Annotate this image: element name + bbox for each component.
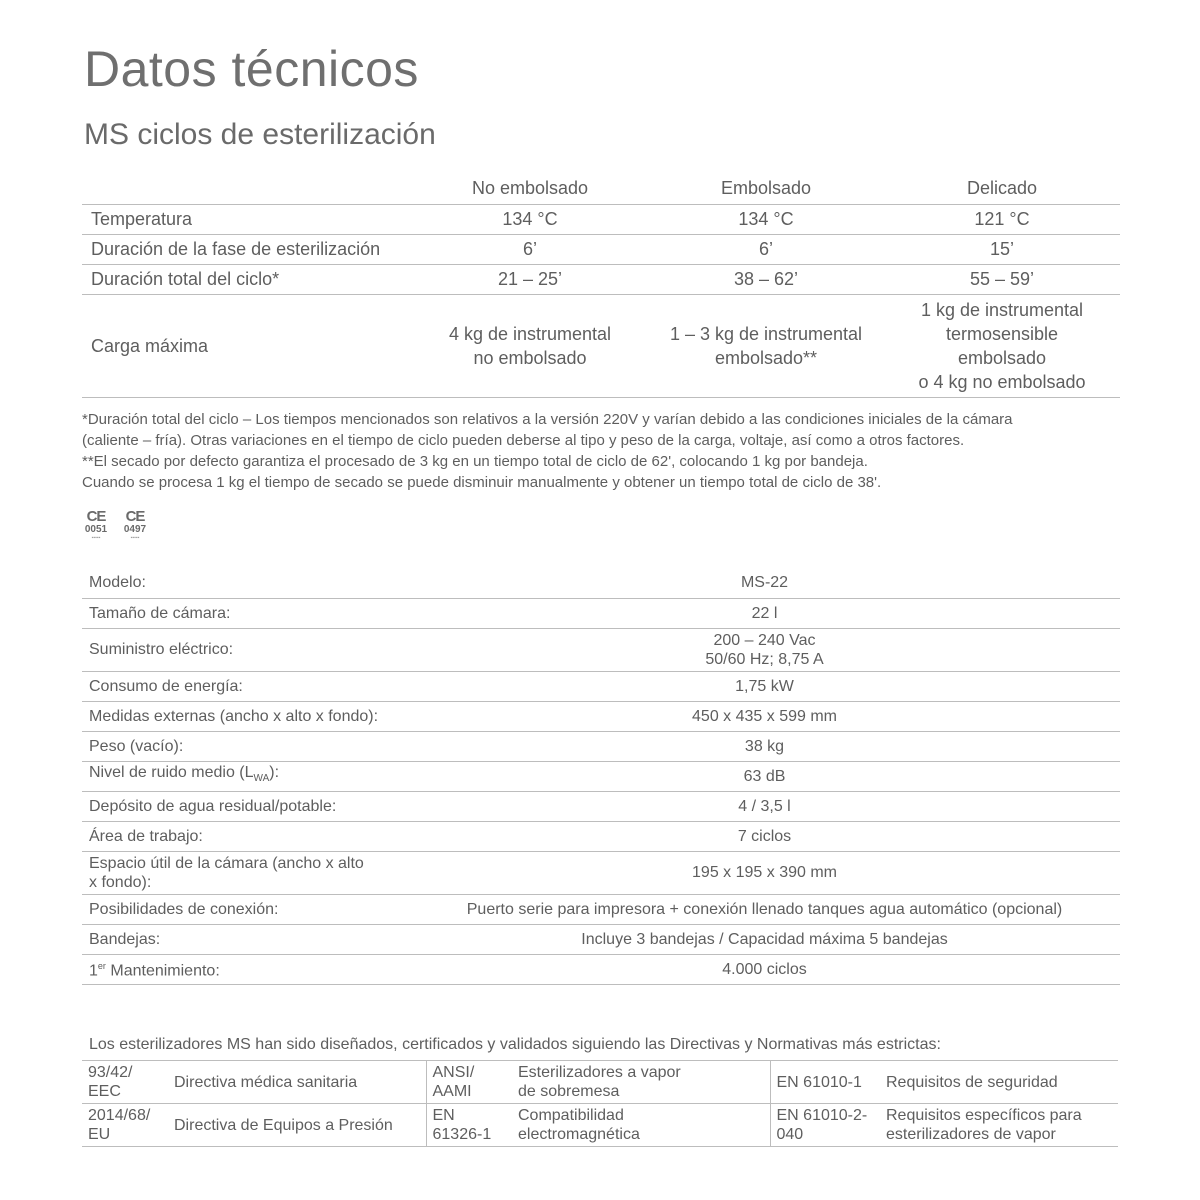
cell-line: o 4 kg no embolsado xyxy=(918,372,1086,392)
norms-row xyxy=(82,1061,1118,1104)
row-label: Duración total del ciclo* xyxy=(82,265,412,295)
footnote-line: (caliente – fría). Otras variaciones en el tiempo de ciclo pueden deberse al tipo y peso de la carga, voltaje, así como a otros factores. xyxy=(82,432,965,449)
norm-code-line: 2014/68/ xyxy=(88,1107,151,1124)
spec-label-text: ): xyxy=(269,764,280,782)
norm-code-line: EU xyxy=(88,1126,111,1143)
table-cell xyxy=(884,295,1120,398)
spec-row xyxy=(82,821,1120,851)
specs-table xyxy=(82,568,1120,985)
header-cell: Delicado xyxy=(884,172,1120,205)
norm-desc-line: esterilizadores de vapor xyxy=(886,1126,1056,1143)
spec-label-line: x fondo): xyxy=(89,873,152,891)
cell-line: 1 kg de instrumental xyxy=(920,300,1084,320)
spec-value: MS-22 xyxy=(409,568,1120,598)
cycles-table xyxy=(82,172,1120,398)
ce-mark-0497 xyxy=(120,509,150,541)
cell-line: embolsado xyxy=(957,348,1047,368)
spec-row xyxy=(82,568,1120,598)
norm-code-line: EN xyxy=(432,1107,455,1124)
table-cell xyxy=(412,295,648,398)
ce-number: 0051 xyxy=(84,524,108,535)
norm-code-line: AAMI xyxy=(432,1083,472,1100)
spec-value: 7 ciclos xyxy=(409,821,1120,851)
table-cell: 134 °C xyxy=(648,205,884,235)
spec-row xyxy=(82,628,1120,671)
footnote-line: *Duración total del ciclo – Los tiempos mencionados son relativos a la versión 220V y varían debido a las condiciones iniciales de la cámara xyxy=(82,411,1013,428)
norm-desc xyxy=(880,1061,1118,1104)
table-cell: 121 °C xyxy=(884,205,1120,235)
norm-desc xyxy=(168,1061,426,1104)
spec-value: Incluye 3 bandejas / Capacidad máxima 5 bandejas xyxy=(409,924,1120,954)
norm-code-line: 93/42/ xyxy=(88,1064,133,1081)
norm-desc-line: Requisitos específicos para xyxy=(886,1107,1082,1124)
table-cell: 6’ xyxy=(648,235,884,265)
norm-desc-line: de sobremesa xyxy=(518,1083,620,1100)
norm-desc xyxy=(512,1061,770,1104)
table-row xyxy=(82,205,1120,235)
spec-value-line: 200 – 240 Vac xyxy=(713,631,816,649)
spec-label: Depósito de agua residual/potable: xyxy=(82,791,409,821)
spec-label xyxy=(82,851,409,894)
norm-code xyxy=(770,1061,880,1104)
spec-value: 63 dB xyxy=(409,761,1120,791)
spec-value: Puerto serie para impresora + conexión llenado tanques agua automático (opcional) xyxy=(409,894,1120,924)
header-cell: Embolsado xyxy=(648,172,884,205)
ce-mark-0051 xyxy=(81,509,111,541)
norms-row xyxy=(82,1104,1118,1147)
cell-line: termosensible xyxy=(945,324,1059,344)
spec-label: Peso (vacío): xyxy=(82,731,409,761)
spec-row xyxy=(82,954,1120,984)
spec-row xyxy=(82,761,1120,791)
spec-label: Tamaño de cámara: xyxy=(82,598,409,628)
spec-label-text: Mantenimiento: xyxy=(105,962,220,980)
spec-label-subscript: WA xyxy=(253,773,270,785)
norm-desc xyxy=(168,1104,426,1147)
spec-value: 22 l xyxy=(409,598,1120,628)
header-cell xyxy=(82,172,412,205)
spec-row xyxy=(82,598,1120,628)
norm-code xyxy=(426,1061,512,1104)
spec-label: Bandejas: xyxy=(82,924,409,954)
spec-value: 450 x 435 x 599 mm xyxy=(409,701,1120,731)
section-subtitle: MS ciclos de esterilización xyxy=(84,118,436,151)
norms-table xyxy=(82,1060,1118,1147)
norm-code-line: 61326-1 xyxy=(432,1126,492,1143)
spec-label-line: Espacio útil de la cámara (ancho x alto xyxy=(89,854,364,872)
table-cell: 134 °C xyxy=(412,205,648,235)
norm-code xyxy=(82,1061,168,1104)
page-title: Datos técnicos xyxy=(84,41,419,97)
spec-row xyxy=(82,731,1120,761)
spec-value-line: 50/60 Hz; 8,75 A xyxy=(705,650,824,668)
spec-label xyxy=(82,954,409,984)
norm-code-line: EN 61010-1 xyxy=(776,1073,862,1091)
spec-value: 195 x 195 x 390 mm xyxy=(409,851,1120,894)
norm-desc-line: Compatibilidad xyxy=(518,1107,624,1124)
norm-desc-line: electromagnética xyxy=(518,1126,640,1143)
spec-label: Área de trabajo: xyxy=(82,821,409,851)
table-row-carga xyxy=(82,295,1120,398)
spec-value: 38 kg xyxy=(409,731,1120,761)
cell-line: embolsado** xyxy=(714,348,818,368)
ce-fineprint: ▪▪▪▪▪ xyxy=(130,535,140,541)
norm-desc-line: Directiva de Equipos a Presión xyxy=(174,1116,393,1134)
spec-value: 4.000 ciclos xyxy=(409,954,1120,984)
row-label: Duración de la fase de esterilización xyxy=(82,235,412,265)
norm-code xyxy=(770,1104,880,1147)
spec-label: Modelo: xyxy=(82,568,409,598)
row-label: Carga máxima xyxy=(82,295,412,398)
cell-line: no embolsado xyxy=(473,348,587,368)
spec-value xyxy=(409,628,1120,671)
spec-label-text: Nivel de ruido medio (L xyxy=(89,764,254,782)
table-row xyxy=(82,265,1120,295)
spec-label-superscript: er xyxy=(97,961,106,972)
table-cell: 38 – 62’ xyxy=(648,265,884,295)
norm-desc-line: Directiva médica sanitaria xyxy=(174,1073,358,1091)
norm-desc-line: Requisitos de seguridad xyxy=(886,1073,1058,1091)
norm-code-line: EN 61010-2- xyxy=(776,1107,868,1124)
spec-row xyxy=(82,894,1120,924)
table-cell xyxy=(648,295,884,398)
spec-value: 4 / 3,5 l xyxy=(409,791,1120,821)
spec-row xyxy=(82,851,1120,894)
spec-label: Medidas externas (ancho x alto x fondo): xyxy=(82,701,409,731)
spec-row xyxy=(82,671,1120,701)
spec-label: Posibilidades de conexión: xyxy=(82,894,409,924)
norm-code-line: 040 xyxy=(776,1126,804,1143)
norm-code xyxy=(82,1104,168,1147)
norm-desc xyxy=(512,1104,770,1147)
norm-code xyxy=(426,1104,512,1147)
ce-logo: CE xyxy=(125,508,145,525)
cell-line: 4 kg de instrumental xyxy=(448,324,612,344)
table-cell: 55 – 59’ xyxy=(884,265,1120,295)
footnote-line: Cuando se procesa 1 kg el tiempo de secado se puede disminuir manualmente y obtener un tiempo total de ciclo de 38'. xyxy=(82,474,882,491)
footnotes xyxy=(82,409,1122,493)
norm-desc-line: Esterilizadores a vapor xyxy=(518,1064,681,1081)
ce-fineprint: ▪▪▪▪▪ xyxy=(91,535,101,541)
norm-desc xyxy=(880,1104,1118,1147)
norm-code-line: EEC xyxy=(88,1083,121,1100)
spec-label-text: 1 xyxy=(89,962,98,980)
norms-intro: Los esterilizadores MS han sido diseñados, certificados y validados siguiendo las Directivas y Normativas más estrictas: xyxy=(89,1036,941,1053)
cycles-header-row xyxy=(82,172,1120,205)
row-label: Temperatura xyxy=(82,205,412,235)
spec-row xyxy=(82,701,1120,731)
table-cell: 15’ xyxy=(884,235,1120,265)
table-cell: 6’ xyxy=(412,235,648,265)
ce-number: 0497 xyxy=(123,524,147,535)
header-cell: No embolsado xyxy=(412,172,648,205)
spec-row xyxy=(82,791,1120,821)
footnote-line: **El secado por defecto garantiza el procesado de 3 kg en un tiempo total de ciclo de 62', colocando 1 kg por bandeja. xyxy=(82,453,868,470)
spec-label: Consumo de energía: xyxy=(82,671,409,701)
table-cell: 21 – 25’ xyxy=(412,265,648,295)
spec-label xyxy=(82,761,409,791)
cell-line: 1 – 3 kg de instrumental xyxy=(669,324,863,344)
spec-label: Suministro eléctrico: xyxy=(82,628,409,671)
ce-logo: CE xyxy=(86,508,106,525)
spec-row xyxy=(82,924,1120,954)
norm-code-line: ANSI/ xyxy=(432,1064,475,1081)
table-row xyxy=(82,235,1120,265)
spec-value: 1,75 kW xyxy=(409,671,1120,701)
